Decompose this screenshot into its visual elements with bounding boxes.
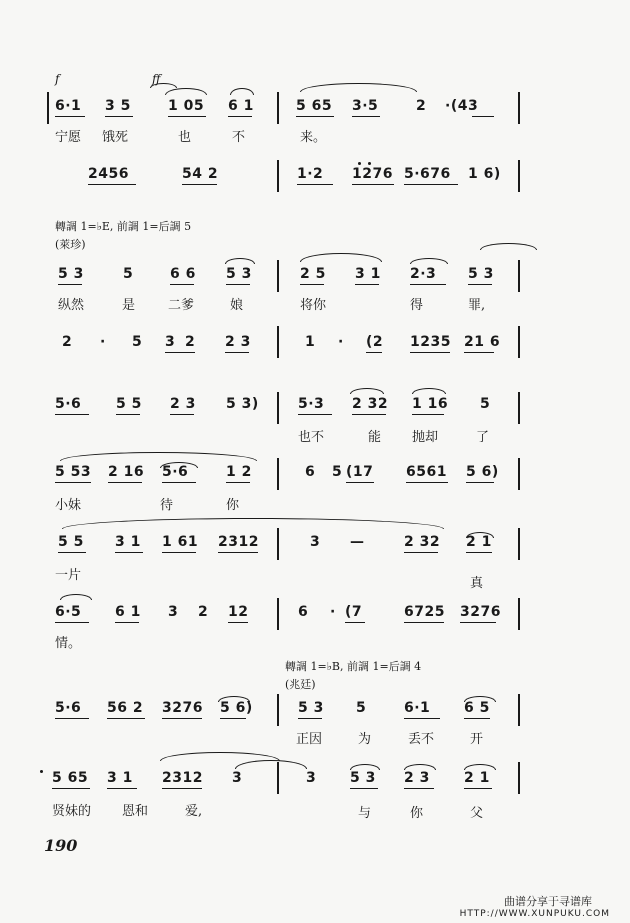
beam bbox=[162, 482, 196, 483]
dynamic-ff: ff bbox=[152, 72, 161, 86]
note-group: 2 bbox=[185, 334, 196, 350]
barline bbox=[277, 762, 279, 794]
page-number: 190 bbox=[44, 836, 78, 855]
barline bbox=[518, 528, 520, 560]
beam bbox=[226, 482, 250, 483]
barline bbox=[277, 694, 279, 726]
beam bbox=[162, 788, 202, 789]
note-group: 1 2 bbox=[226, 464, 252, 480]
note-group: 5·3 bbox=[298, 396, 325, 412]
note-group: 1 05 bbox=[168, 98, 205, 114]
lyric: 不 bbox=[232, 130, 246, 145]
lyric: 你 bbox=[410, 806, 424, 821]
octave-dot bbox=[368, 162, 371, 165]
beam bbox=[108, 482, 142, 483]
note-group: 6 bbox=[298, 604, 309, 620]
beam bbox=[182, 184, 217, 185]
beam bbox=[55, 116, 85, 117]
lyric: 也不 bbox=[298, 430, 325, 445]
slur bbox=[410, 258, 448, 264]
beam bbox=[345, 622, 365, 623]
beam bbox=[352, 116, 380, 117]
beam bbox=[352, 414, 386, 415]
dynamic-f: f bbox=[55, 72, 60, 86]
note-group: 5 65 bbox=[52, 770, 89, 786]
beam bbox=[410, 284, 446, 285]
beam bbox=[352, 184, 394, 185]
barline bbox=[518, 392, 520, 424]
beam bbox=[346, 482, 374, 483]
note-group: 1 61 bbox=[162, 534, 199, 550]
slur bbox=[480, 243, 537, 250]
note-group: 5 5 bbox=[116, 396, 142, 412]
barline bbox=[518, 598, 520, 630]
beam bbox=[225, 352, 249, 353]
note-group: 5 3) bbox=[226, 396, 259, 412]
note-group: 5 bbox=[356, 700, 367, 716]
slur bbox=[60, 452, 257, 461]
note-group: 1·2 bbox=[297, 166, 324, 182]
watermark-url: HTTP://WWW.XUNPUKU.COM bbox=[459, 909, 610, 919]
beam bbox=[220, 718, 246, 719]
note-group: 6561 bbox=[406, 464, 447, 480]
lyric: 开 bbox=[470, 732, 484, 747]
note-group: 2 3 bbox=[404, 770, 430, 786]
note-group: 2 32 bbox=[352, 396, 389, 412]
lyric: 恩和 bbox=[122, 804, 149, 819]
beam bbox=[298, 718, 322, 719]
beam bbox=[355, 284, 379, 285]
barline bbox=[277, 528, 279, 560]
lyric: 与 bbox=[358, 806, 372, 821]
beam bbox=[55, 414, 89, 415]
beam bbox=[404, 552, 438, 553]
note-group: ·(43 bbox=[445, 98, 479, 114]
beam bbox=[466, 552, 492, 553]
note-group: 2 bbox=[198, 604, 209, 620]
lyric: 真 bbox=[470, 576, 484, 591]
beam bbox=[300, 284, 324, 285]
lyric: 你 bbox=[226, 498, 240, 513]
singer-label: (萊珍) bbox=[55, 238, 86, 251]
note-group: 5 6) bbox=[466, 464, 499, 480]
note-group: 5 bbox=[123, 266, 134, 282]
beam bbox=[464, 718, 490, 719]
lyric: 丢不 bbox=[408, 732, 435, 747]
slur bbox=[62, 518, 444, 529]
lyric: 小妹 bbox=[55, 498, 82, 513]
note-group: 3 bbox=[232, 770, 243, 786]
note-group: 3 1 bbox=[355, 266, 381, 282]
beam bbox=[107, 788, 137, 789]
note-group: 5 bbox=[480, 396, 491, 412]
note-group: 5 bbox=[132, 334, 143, 350]
lyric: 父 bbox=[470, 806, 484, 821]
barline bbox=[277, 92, 279, 124]
lyric: 能 bbox=[368, 430, 382, 445]
beam bbox=[404, 184, 458, 185]
note-group: 21 6 bbox=[464, 334, 501, 350]
lyric: 罪, bbox=[468, 298, 486, 313]
beam bbox=[460, 622, 496, 623]
note-group: 2 bbox=[62, 334, 73, 350]
mark-dot bbox=[40, 770, 43, 773]
note-group: 2 3 bbox=[170, 396, 196, 412]
lyric: 爱, bbox=[185, 804, 203, 819]
note-group: 6·1 bbox=[55, 98, 82, 114]
note-group: 5 3 bbox=[226, 266, 252, 282]
lyric: 了 bbox=[476, 430, 490, 445]
beam bbox=[464, 788, 492, 789]
slur bbox=[230, 88, 254, 95]
beam bbox=[58, 552, 86, 553]
beam bbox=[52, 788, 90, 789]
barline bbox=[518, 326, 520, 358]
note-group: 3 bbox=[165, 334, 176, 350]
note-group: 1276 bbox=[352, 166, 393, 182]
note-group: 6 1 bbox=[115, 604, 141, 620]
barline bbox=[277, 598, 279, 630]
key-change: 轉調 1=♭E, 前調 1=后調 5 bbox=[55, 220, 192, 233]
beam bbox=[228, 116, 252, 117]
note-group: 5 65 bbox=[296, 98, 333, 114]
slur bbox=[300, 253, 382, 262]
note-group: 56 2 bbox=[107, 700, 144, 716]
note-group: 2 1 bbox=[464, 770, 490, 786]
barline bbox=[47, 92, 49, 124]
note-group: 3 bbox=[306, 770, 317, 786]
beam bbox=[88, 184, 136, 185]
beam bbox=[404, 622, 444, 623]
lyric: 一片 bbox=[55, 568, 82, 583]
lyric: 得 bbox=[410, 298, 424, 313]
note-group: 54 2 bbox=[182, 166, 219, 182]
note-group: 3 bbox=[168, 604, 179, 620]
slur bbox=[225, 258, 255, 264]
note-group: (7 bbox=[345, 604, 363, 620]
beam bbox=[55, 482, 91, 483]
lyric: 抛却 bbox=[412, 430, 439, 445]
key-change: 轉調 1=♭B, 前調 1=后調 4 bbox=[285, 660, 422, 673]
beam bbox=[404, 788, 434, 789]
note-group: 5 bbox=[332, 464, 343, 480]
note-group: 6·1 bbox=[404, 700, 431, 716]
note-group: 2 bbox=[416, 98, 427, 114]
note-group: 2 3 bbox=[225, 334, 251, 350]
lyric: 饿死 bbox=[102, 130, 129, 145]
note-group: 6 5 bbox=[464, 700, 490, 716]
barline bbox=[518, 160, 520, 192]
note-group: (2 bbox=[366, 334, 384, 350]
beam bbox=[168, 116, 206, 117]
note-group: 2456 bbox=[88, 166, 129, 182]
beam bbox=[55, 622, 89, 623]
beam bbox=[162, 552, 196, 553]
beam bbox=[366, 352, 382, 353]
octave-dot bbox=[358, 162, 361, 165]
beam bbox=[412, 414, 444, 415]
barline bbox=[277, 458, 279, 490]
barline bbox=[277, 326, 279, 358]
note-group: 3 5 bbox=[105, 98, 131, 114]
note-group: 5·6 bbox=[162, 464, 189, 480]
note-group: 2312 bbox=[218, 534, 259, 550]
beam bbox=[116, 414, 140, 415]
barline bbox=[277, 260, 279, 292]
note-group: 6·5 bbox=[55, 604, 82, 620]
note-group: 6 6 bbox=[170, 266, 196, 282]
barline bbox=[277, 392, 279, 424]
watermark-text: 曲谱分享于寻谱库 bbox=[504, 895, 592, 908]
beam bbox=[406, 482, 448, 483]
note-group: · bbox=[100, 334, 106, 350]
beam bbox=[165, 352, 195, 353]
beam bbox=[298, 414, 332, 415]
beam bbox=[464, 352, 494, 353]
barline bbox=[518, 92, 520, 124]
note-group: 5 5 bbox=[58, 534, 84, 550]
beam bbox=[226, 284, 250, 285]
note-group: 5 3 bbox=[58, 266, 84, 282]
note-group: 1 6) bbox=[468, 166, 501, 182]
lyric: 为 bbox=[358, 732, 372, 747]
slur bbox=[165, 88, 207, 95]
note-group: 2·3 bbox=[410, 266, 437, 282]
note-group: · bbox=[330, 604, 336, 620]
note-group: 12 bbox=[228, 604, 249, 620]
slur bbox=[300, 83, 417, 92]
lyric: 二爹 bbox=[168, 298, 195, 313]
slur bbox=[150, 83, 177, 88]
note-group: 1 16 bbox=[412, 396, 449, 412]
lyric: 也 bbox=[178, 130, 192, 145]
lyric: 将你 bbox=[300, 298, 327, 313]
beam bbox=[472, 116, 494, 117]
note-group: 3276 bbox=[162, 700, 203, 716]
beam bbox=[218, 552, 258, 553]
note-group: 3276 bbox=[460, 604, 501, 620]
note-group: 5·676 bbox=[404, 166, 451, 182]
note-group: 2 5 bbox=[300, 266, 326, 282]
barline bbox=[518, 762, 520, 794]
beam bbox=[162, 718, 202, 719]
note-group: 3 1 bbox=[107, 770, 133, 786]
lyric: 是 bbox=[122, 298, 136, 313]
beam bbox=[58, 284, 82, 285]
beam bbox=[115, 552, 143, 553]
slur bbox=[235, 760, 307, 769]
note-group: — bbox=[350, 534, 365, 550]
note-group: 3 1 bbox=[115, 534, 141, 550]
lyric: 待 bbox=[160, 498, 174, 513]
beam bbox=[228, 622, 248, 623]
beam bbox=[296, 116, 334, 117]
note-group: · bbox=[338, 334, 344, 350]
lyric: 来。 bbox=[300, 130, 327, 145]
barline bbox=[518, 694, 520, 726]
beam bbox=[404, 718, 440, 719]
singer-label: (兆廷) bbox=[285, 678, 316, 691]
slur bbox=[350, 388, 384, 394]
beam bbox=[466, 482, 494, 483]
note-group: 3·5 bbox=[352, 98, 379, 114]
note-group: 5 53 bbox=[55, 464, 92, 480]
note-group: 1235 bbox=[410, 334, 451, 350]
note-group: 6725 bbox=[404, 604, 445, 620]
note-group: 2 1 bbox=[466, 534, 492, 550]
barline bbox=[518, 458, 520, 490]
beam bbox=[115, 622, 139, 623]
lyric: 正因 bbox=[296, 732, 323, 747]
note-group: 2 32 bbox=[404, 534, 441, 550]
lyric: 情。 bbox=[55, 636, 82, 651]
beam bbox=[170, 284, 194, 285]
beam bbox=[105, 116, 133, 117]
slur bbox=[412, 388, 446, 394]
beam bbox=[410, 352, 450, 353]
note-group: 2 16 bbox=[108, 464, 145, 480]
note-group: 6 bbox=[305, 464, 316, 480]
barline bbox=[277, 160, 279, 192]
slur bbox=[60, 594, 92, 600]
note-group: 6 1 bbox=[228, 98, 254, 114]
note-group: 5·6 bbox=[55, 396, 82, 412]
beam bbox=[297, 184, 333, 185]
lyric: 娘 bbox=[230, 298, 244, 313]
note-group: 5 3 bbox=[350, 770, 376, 786]
note-group: (17 bbox=[346, 464, 374, 480]
beam bbox=[55, 718, 89, 719]
note-group: 5 3 bbox=[468, 266, 494, 282]
note-group: 5 3 bbox=[298, 700, 324, 716]
beam bbox=[468, 284, 492, 285]
lyric: 纵然 bbox=[58, 298, 85, 313]
note-group: 5 6) bbox=[220, 700, 253, 716]
note-group: 3 bbox=[310, 534, 321, 550]
beam bbox=[350, 788, 378, 789]
note-group: 5·6 bbox=[55, 700, 82, 716]
beam bbox=[170, 414, 194, 415]
note-group: 2312 bbox=[162, 770, 203, 786]
lyric: 贤妹的 bbox=[52, 804, 92, 819]
barline bbox=[518, 260, 520, 292]
note-group: 1 bbox=[305, 334, 316, 350]
beam bbox=[107, 718, 145, 719]
lyric: 宁愿 bbox=[55, 130, 82, 145]
